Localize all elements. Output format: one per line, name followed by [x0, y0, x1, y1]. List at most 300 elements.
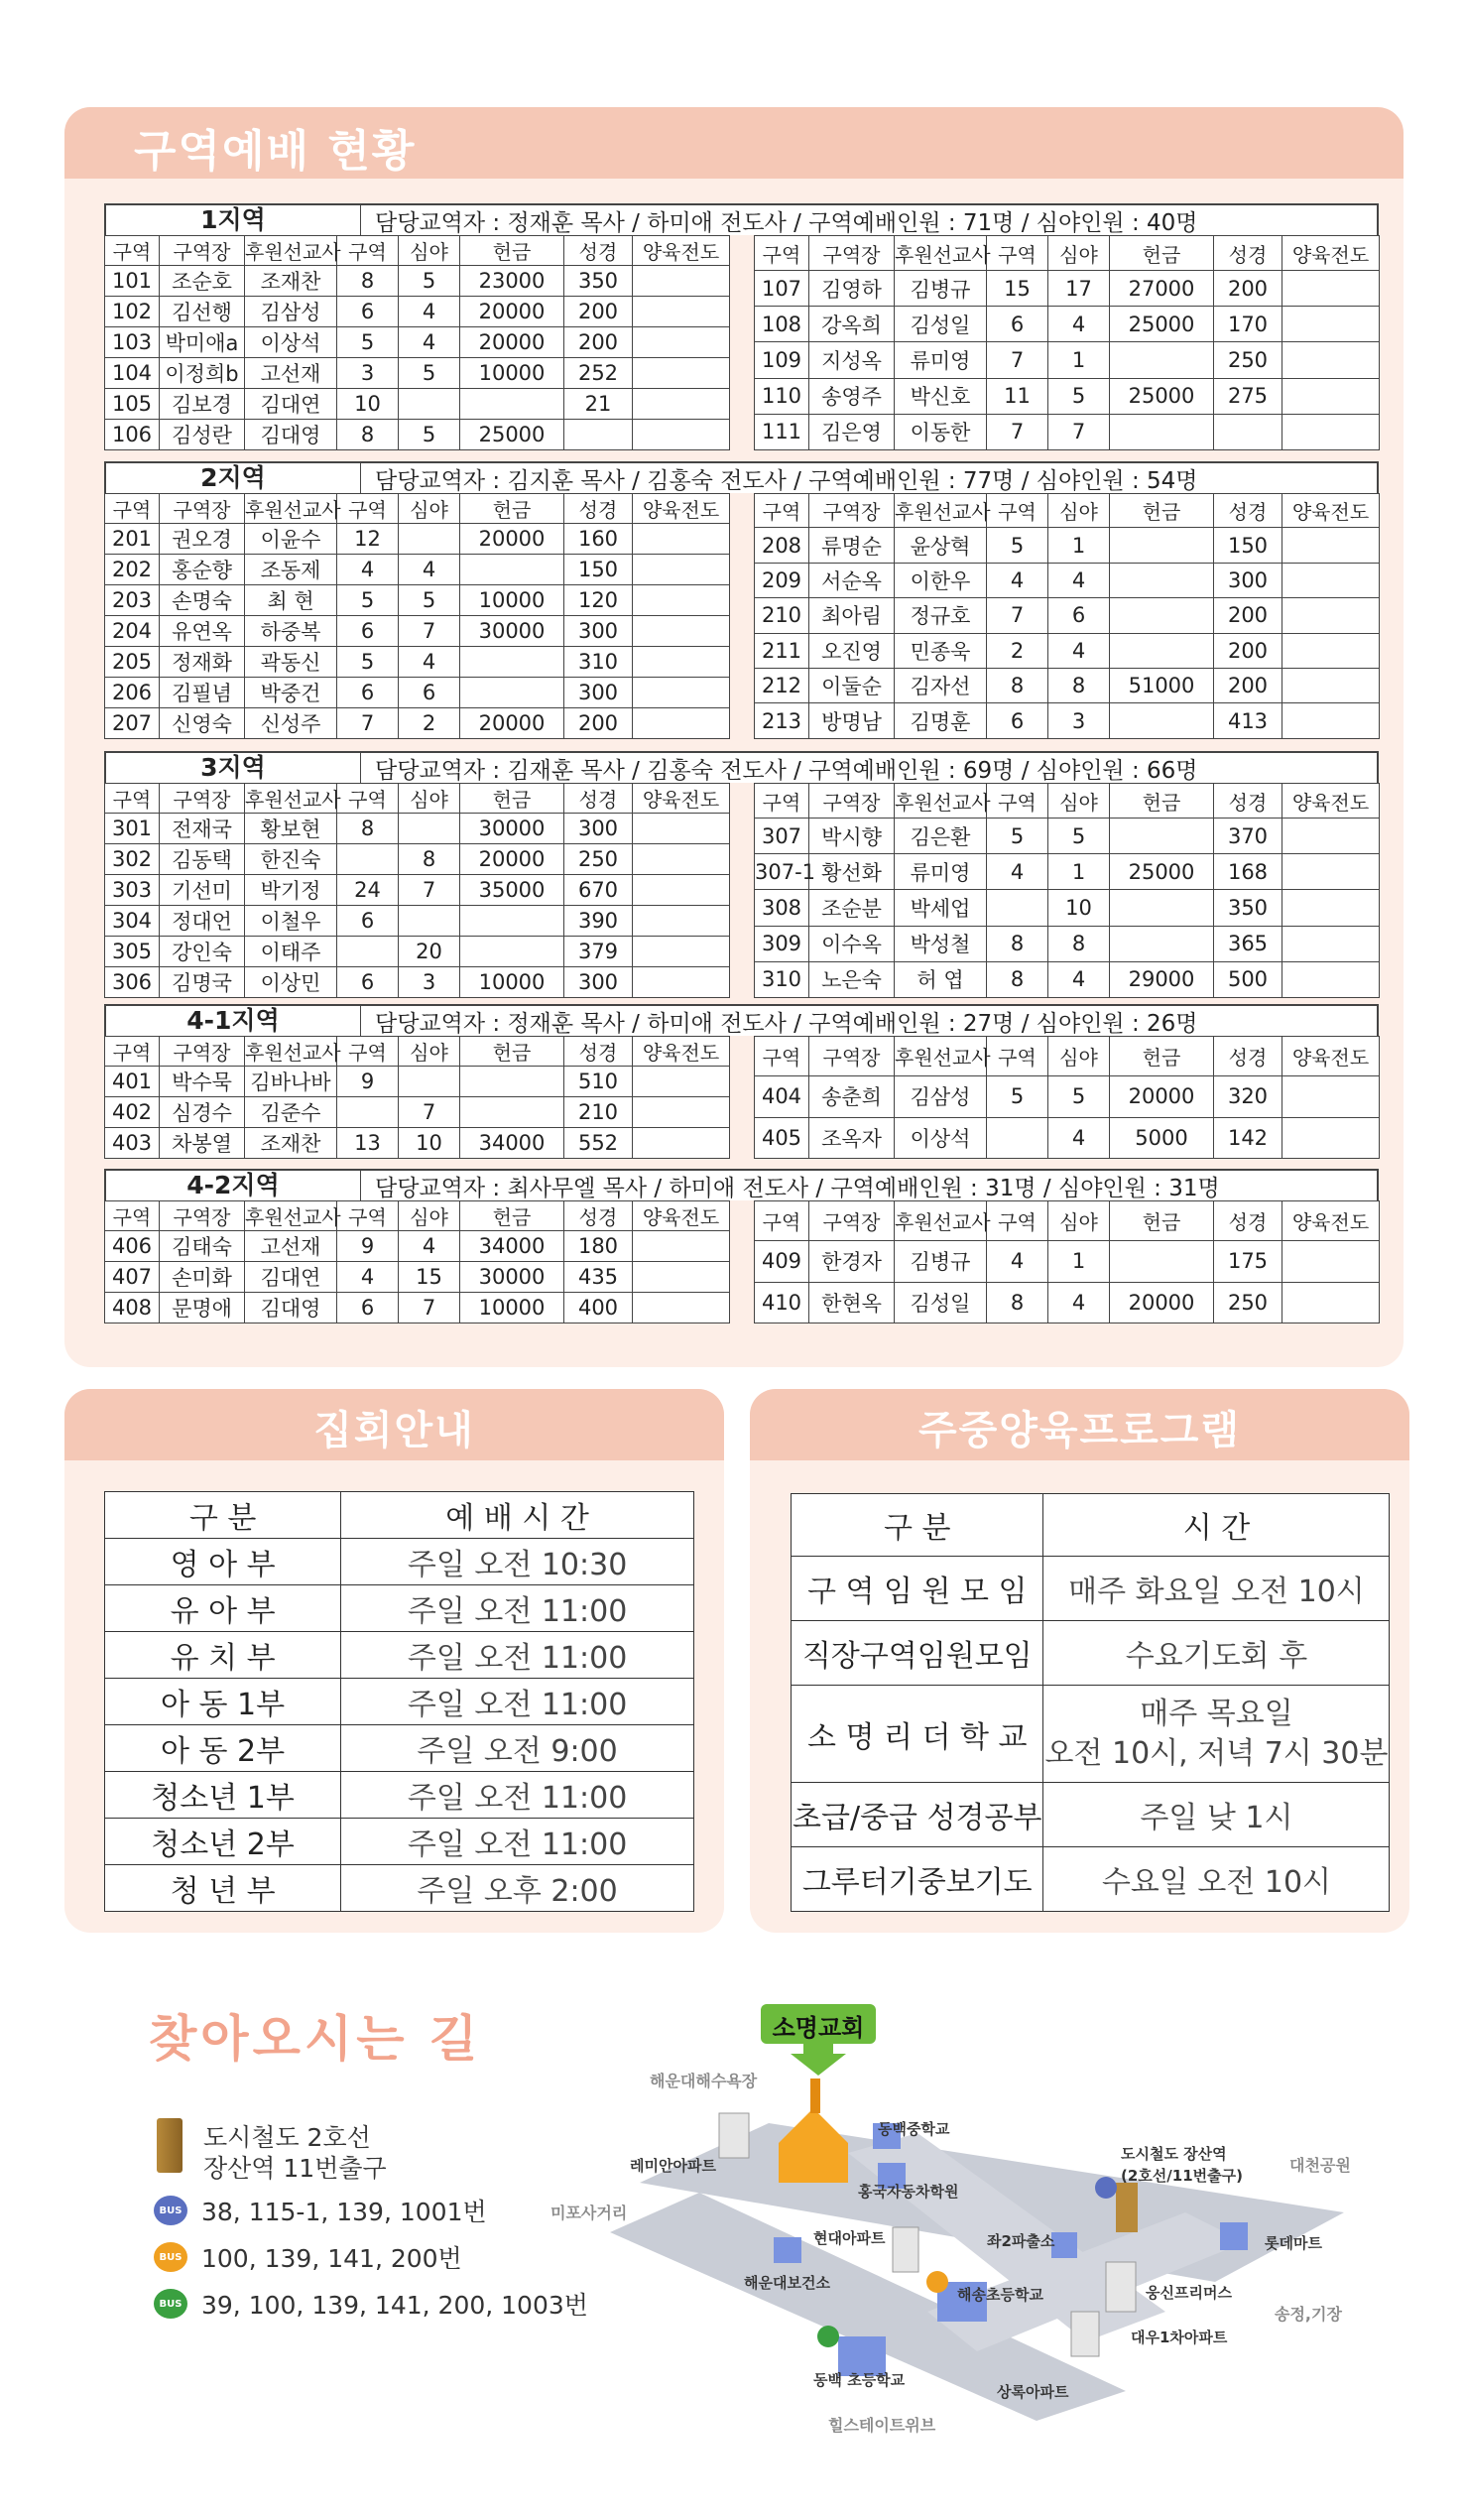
- table-cell: [1282, 1241, 1380, 1282]
- table-cell: 7: [337, 708, 399, 739]
- schedule-time: 주일 오전 11:00: [341, 1679, 694, 1725]
- table-cell: 6: [399, 678, 460, 708]
- table-cell: [633, 555, 730, 585]
- region-header: [104, 751, 1379, 783]
- schedule-row: [792, 1557, 1390, 1621]
- table-cell: 500: [1214, 961, 1282, 997]
- table-cell: 김준수: [245, 1097, 337, 1128]
- table-cell: 김병규: [895, 271, 987, 307]
- table-cell: 20000: [460, 708, 564, 739]
- region-header: [104, 1004, 1379, 1036]
- column-header: 구역: [105, 1037, 160, 1067]
- column-header: 심야: [1048, 494, 1110, 528]
- table-cell: [1282, 1076, 1380, 1117]
- table-cell: [1282, 633, 1380, 668]
- column-header: 구역장: [160, 494, 245, 524]
- table-cell: 435: [564, 1262, 633, 1293]
- region-table-right: [754, 1036, 1380, 1159]
- table-cell: 350: [564, 266, 633, 297]
- region-table-right: [754, 493, 1380, 739]
- table-cell: 김은영: [809, 414, 895, 449]
- table-cell: 5: [399, 358, 460, 389]
- table-cell: 8: [1048, 669, 1110, 703]
- table-cell: 8: [337, 814, 399, 844]
- table-cell: 30000: [460, 616, 564, 647]
- table-cell: 5: [337, 327, 399, 358]
- schedule-header-row: [105, 1492, 694, 1539]
- table-cell: 15: [987, 271, 1048, 307]
- table-cell: 24: [337, 875, 399, 906]
- table-cell: 250: [1214, 1282, 1282, 1323]
- table-row: [755, 633, 1380, 668]
- table-row: [105, 420, 730, 450]
- schedule-header: 구 분: [105, 1492, 341, 1539]
- table-row: [755, 669, 1380, 703]
- map-label: 레미안아파트: [630, 2157, 716, 2175]
- table-row: [105, 1067, 730, 1097]
- table-cell: 10: [1048, 890, 1110, 926]
- table-cell: [1282, 1282, 1380, 1323]
- column-header: 심야: [399, 236, 460, 266]
- table-cell: 조재찬: [245, 266, 337, 297]
- schedule-category: 유 치 부: [105, 1632, 341, 1679]
- table-cell: 402: [105, 1097, 160, 1128]
- map-label: 롯데마트: [1265, 2234, 1322, 2252]
- table-cell: [1110, 598, 1214, 633]
- table-row: [105, 875, 730, 906]
- table-cell: [460, 647, 564, 678]
- table-cell: 정규호: [895, 598, 987, 633]
- table-cell: 10: [337, 389, 399, 420]
- table-cell: [633, 1231, 730, 1262]
- table-cell: 275: [1214, 378, 1282, 414]
- table-cell: 8: [987, 926, 1048, 961]
- table-cell: [399, 814, 460, 844]
- table-cell: 30000: [460, 1262, 564, 1293]
- table-cell: 7: [1048, 414, 1110, 449]
- subway-line: 도시철도 2호선: [203, 2123, 371, 2152]
- table-cell: 9: [337, 1067, 399, 1097]
- bus-route-row: [154, 2193, 487, 2228]
- table-row: [755, 1282, 1380, 1323]
- schedule-time: 주일 오전 10:30: [341, 1539, 694, 1585]
- table-cell: [460, 389, 564, 420]
- schedule-header: 구 분: [792, 1494, 1043, 1557]
- table-cell: 8: [987, 961, 1048, 997]
- column-header: 후원선교사: [245, 1201, 337, 1231]
- table-cell: 200: [564, 297, 633, 327]
- table-cell: 강인숙: [160, 937, 245, 967]
- table-cell: 309: [755, 926, 809, 961]
- table-cell: 6: [337, 678, 399, 708]
- table-cell: 23000: [460, 266, 564, 297]
- table-header-row: [105, 494, 730, 524]
- table-cell: 3: [1048, 703, 1110, 739]
- table-cell: [633, 297, 730, 327]
- region-info: 담당교역자 : 김재훈 목사 / 김홍숙 전도사 / 구역예배인원 : 69명 / 심야인원 : 66명: [375, 757, 1198, 784]
- table-row: [105, 555, 730, 585]
- column-header: 구역장: [809, 784, 895, 819]
- table-cell: [1282, 961, 1380, 997]
- schedule-header: 시 간: [1043, 1494, 1390, 1557]
- table-cell: 김병규: [895, 1241, 987, 1282]
- table-cell: 김필념: [160, 678, 245, 708]
- table-cell: [1282, 890, 1380, 926]
- table-cell: 정재화: [160, 647, 245, 678]
- table-cell: 203: [105, 585, 160, 616]
- table-row: [105, 678, 730, 708]
- table-cell: 101: [105, 266, 160, 297]
- table-cell: 박수묵: [160, 1067, 245, 1097]
- column-header: 구역: [987, 1037, 1048, 1076]
- region-1: [104, 203, 1379, 450]
- table-cell: 전재국: [160, 814, 245, 844]
- table-cell: [1110, 414, 1214, 449]
- column-header: 심야: [399, 1037, 460, 1067]
- table-cell: 조재찬: [245, 1128, 337, 1159]
- column-header: 양육전도: [1282, 1037, 1380, 1076]
- map-label: 해운대해수욕장: [650, 2072, 758, 2090]
- column-header: 구역: [105, 494, 160, 524]
- table-cell: 30000: [460, 814, 564, 844]
- map-label: 송정,기장: [1275, 2305, 1342, 2324]
- table-cell: 370: [1214, 819, 1282, 854]
- table-cell: [1282, 854, 1380, 890]
- table-header-row: [755, 1201, 1380, 1241]
- table-cell: 홍순향: [160, 555, 245, 585]
- table-cell: [633, 708, 730, 739]
- table-row: [755, 890, 1380, 926]
- region-body: [104, 1200, 1379, 1323]
- table-cell: 105: [105, 389, 160, 420]
- subway-icon: [157, 2118, 183, 2173]
- table-cell: [633, 585, 730, 616]
- table-cell: 고선재: [245, 358, 337, 389]
- church-building: [779, 2108, 848, 2183]
- table-cell: 120: [564, 585, 633, 616]
- column-header: 후원선교사: [245, 1037, 337, 1067]
- column-header: 후원선교사: [895, 494, 987, 528]
- table-cell: 이상석: [245, 327, 337, 358]
- bus-routes: 39, 100, 139, 141, 200, 1003번: [201, 2291, 588, 2320]
- table-cell: [633, 616, 730, 647]
- table-cell: 노은숙: [809, 961, 895, 997]
- map-label: 해운대보건소: [744, 2274, 830, 2292]
- table-cell: 20000: [1110, 1076, 1214, 1117]
- column-header: 성경: [564, 494, 633, 524]
- table-cell: 408: [105, 1293, 160, 1323]
- table-cell: 306: [105, 967, 160, 998]
- subway-exit: 장산역 11번출구: [203, 2154, 387, 2183]
- table-cell: 4: [1048, 633, 1110, 668]
- table-cell: [1282, 1117, 1380, 1158]
- table-cell: [460, 937, 564, 967]
- table-cell: 박미애a: [160, 327, 245, 358]
- table-cell: 김보경: [160, 389, 245, 420]
- table-cell: [1110, 563, 1214, 597]
- schedule-category: 초급/중급 성경공부: [792, 1783, 1043, 1847]
- column-header: 성경: [564, 236, 633, 266]
- table-cell: 142: [1214, 1117, 1282, 1158]
- table-cell: [633, 420, 730, 450]
- table-row: [105, 906, 730, 937]
- table-cell: 150: [1214, 528, 1282, 563]
- region-name: 4-1지역: [106, 1006, 361, 1036]
- table-header-row: [755, 236, 1380, 271]
- table-cell: 김성일: [895, 1282, 987, 1323]
- table-cell: 300: [564, 967, 633, 998]
- schedule-category: 직장구역임원모임: [792, 1621, 1043, 1686]
- table-cell: 박시향: [809, 819, 895, 854]
- table-cell: [1110, 528, 1214, 563]
- table-cell: [337, 1097, 399, 1128]
- schedule-category: 구 역 임 원 모 임: [792, 1557, 1043, 1621]
- table-cell: [1214, 414, 1282, 449]
- map-label: 도시철도 장산역: [1121, 2145, 1227, 2163]
- table-cell: 12: [337, 524, 399, 555]
- table-cell: 170: [1214, 307, 1282, 342]
- table-cell: 6: [337, 906, 399, 937]
- building-8: [1220, 2222, 1248, 2250]
- table-cell: 4: [1048, 307, 1110, 342]
- column-header: 양육전도: [633, 784, 730, 814]
- column-header: 구역: [337, 784, 399, 814]
- table-row: [105, 616, 730, 647]
- table-cell: 5: [987, 1076, 1048, 1117]
- table-cell: 250: [564, 844, 633, 875]
- table-cell: 8: [399, 844, 460, 875]
- table-cell: [1110, 633, 1214, 668]
- table-cell: 204: [105, 616, 160, 647]
- table-cell: 404: [755, 1076, 809, 1117]
- region-table-left: [104, 235, 730, 450]
- table-cell: [1282, 598, 1380, 633]
- table-cell: [399, 906, 460, 937]
- building-11: [1071, 2312, 1099, 2356]
- table-cell: [399, 1067, 460, 1097]
- map-label: 동백중학교: [878, 2120, 950, 2138]
- table-cell: 103: [105, 327, 160, 358]
- table-cell: [1282, 528, 1380, 563]
- schedule-row: [792, 1621, 1390, 1686]
- table-row: [105, 937, 730, 967]
- table-cell: 김대영: [245, 1293, 337, 1323]
- table-cell: [1282, 669, 1380, 703]
- column-header: 후원선교사: [895, 236, 987, 271]
- region-table-right: [754, 235, 1380, 450]
- column-header: 후원선교사: [895, 1201, 987, 1241]
- table-cell: 이윤수: [245, 524, 337, 555]
- table-row: [755, 414, 1380, 449]
- table-row: [755, 926, 1380, 961]
- schedule-category: 그루터기중보기도: [792, 1847, 1043, 1912]
- table-cell: 손명숙: [160, 585, 245, 616]
- column-header: 성경: [1214, 1037, 1282, 1076]
- table-cell: 1: [1048, 1241, 1110, 1282]
- bus-route-row: [154, 2239, 462, 2275]
- table-cell: 김선행: [160, 297, 245, 327]
- region-body: [104, 1036, 1379, 1159]
- schedule-row: [105, 1585, 694, 1632]
- schedule-row: [105, 1679, 694, 1725]
- table-row: [755, 598, 1380, 633]
- table-cell: 심경수: [160, 1097, 245, 1128]
- table-cell: 310: [564, 647, 633, 678]
- column-header: 헌금: [460, 494, 564, 524]
- table-row: [105, 297, 730, 327]
- table-cell: [460, 555, 564, 585]
- region-table-left: [104, 1200, 730, 1323]
- table-cell: 5: [987, 528, 1048, 563]
- column-header: 심야: [1048, 236, 1110, 271]
- table-cell: 6: [337, 297, 399, 327]
- table-cell: 10000: [460, 1293, 564, 1323]
- table-cell: 조동제: [245, 555, 337, 585]
- building-7: [1116, 2183, 1138, 2232]
- table-header-row: [105, 1201, 730, 1231]
- table-cell: 8: [1048, 926, 1110, 961]
- table-cell: [460, 906, 564, 937]
- table-row: [105, 266, 730, 297]
- table-cell: 한진숙: [245, 844, 337, 875]
- meeting-title: 집회안내: [313, 1408, 475, 1453]
- region-info: 담당교역자 : 정재훈 목사 / 하미애 전도사 / 구역예배인원 : 71명 / 심야인원 : 40명: [375, 209, 1198, 236]
- table-cell: 406: [105, 1231, 160, 1262]
- building-4: [774, 2237, 801, 2263]
- table-cell: 8: [987, 1282, 1048, 1323]
- table-cell: [633, 875, 730, 906]
- bus-icon: BUS: [154, 2196, 187, 2225]
- table-cell: 6: [337, 616, 399, 647]
- table-cell: 350: [1214, 890, 1282, 926]
- table-cell: 1: [1048, 528, 1110, 563]
- table-row: [755, 1241, 1380, 1282]
- column-header: 성경: [1214, 236, 1282, 271]
- table-cell: 강옥희: [809, 307, 895, 342]
- table-cell: 4: [337, 1262, 399, 1293]
- table-cell: 4: [1048, 1282, 1110, 1323]
- table-cell: 김삼성: [895, 1076, 987, 1117]
- schedule-category: 아 동 1부: [105, 1679, 341, 1725]
- bus-icon: BUS: [154, 2289, 187, 2319]
- column-header: 심야: [1048, 1037, 1110, 1076]
- table-cell: 670: [564, 875, 633, 906]
- table-cell: 고선재: [245, 1231, 337, 1262]
- region-table-left: [104, 783, 730, 998]
- table-row: [755, 854, 1380, 890]
- table-cell: 25000: [1110, 854, 1214, 890]
- table-cell: 김동택: [160, 844, 245, 875]
- table-cell: 4: [399, 555, 460, 585]
- table-cell: 35000: [460, 875, 564, 906]
- table-cell: 오진영: [809, 633, 895, 668]
- table-cell: [633, 814, 730, 844]
- table-cell: [1110, 926, 1214, 961]
- table-cell: 5: [1048, 378, 1110, 414]
- schedule-time: 주일 오전 11:00: [341, 1819, 694, 1865]
- table-cell: 4: [399, 327, 460, 358]
- table-cell: [1282, 307, 1380, 342]
- table-cell: 김삼성: [245, 297, 337, 327]
- table-cell: [633, 524, 730, 555]
- table-cell: 365: [1214, 926, 1282, 961]
- table-cell: 4: [399, 297, 460, 327]
- schedule-row: [105, 1725, 694, 1772]
- building-5: [893, 2227, 918, 2272]
- table-row: [105, 327, 730, 358]
- map-label: 좌2파출소: [987, 2232, 1055, 2250]
- table-cell: 4: [987, 563, 1048, 597]
- column-header: 구역: [987, 784, 1048, 819]
- table-cell: 최 현: [245, 585, 337, 616]
- table-cell: 252: [564, 358, 633, 389]
- region-table-left: [104, 1036, 730, 1159]
- region-5: [104, 1169, 1379, 1323]
- table-cell: 김은환: [895, 819, 987, 854]
- column-header: 성경: [564, 1201, 633, 1231]
- map-graphic: [550, 1984, 1364, 2431]
- table-cell: 서순옥: [809, 563, 895, 597]
- table-row: [755, 378, 1380, 414]
- table-cell: [1110, 703, 1214, 739]
- schedule-category: 청 년 부: [105, 1865, 341, 1912]
- table-cell: 206: [105, 678, 160, 708]
- column-header: 성경: [564, 1037, 633, 1067]
- table-row: [755, 961, 1380, 997]
- table-cell: 180: [564, 1231, 633, 1262]
- table-row: [755, 563, 1380, 597]
- table-cell: 이한우: [895, 563, 987, 597]
- table-cell: 박중건: [245, 678, 337, 708]
- schedule-category: 영 아 부: [105, 1539, 341, 1585]
- region-header: [104, 461, 1379, 493]
- region-info: 담당교역자 : 정재훈 목사 / 하미애 전도사 / 구역예배인원 : 27명 / 심야인원 : 26명: [375, 1010, 1198, 1037]
- schedule-time: 주일 낮 1시: [1043, 1783, 1390, 1847]
- table-cell: [633, 937, 730, 967]
- schedule-row: [105, 1819, 694, 1865]
- map-label: 해송초등학교: [957, 2286, 1043, 2304]
- table-cell: 류미영: [895, 854, 987, 890]
- table-cell: 407: [105, 1262, 160, 1293]
- table-cell: 300: [1214, 563, 1282, 597]
- table-cell: 김영하: [809, 271, 895, 307]
- table-cell: 이상민: [245, 967, 337, 998]
- table-cell: 8: [337, 420, 399, 450]
- table-cell: 박신호: [895, 378, 987, 414]
- table-cell: 303: [105, 875, 160, 906]
- column-header: 구역: [105, 784, 160, 814]
- table-cell: 이동한: [895, 414, 987, 449]
- table-cell: [633, 1293, 730, 1323]
- table-cell: 308: [755, 890, 809, 926]
- table-cell: 지성옥: [809, 342, 895, 378]
- column-header: 구역: [755, 494, 809, 528]
- column-header: 헌금: [460, 1201, 564, 1231]
- table-cell: 7: [987, 598, 1048, 633]
- table-cell: 김성일: [895, 307, 987, 342]
- table-cell: [633, 1067, 730, 1097]
- table-cell: [987, 890, 1048, 926]
- table-cell: 김바나바: [245, 1067, 337, 1097]
- table-cell: [633, 906, 730, 937]
- column-header: 구역장: [809, 1201, 895, 1241]
- table-cell: 5: [1048, 1076, 1110, 1117]
- column-header: 성경: [1214, 494, 1282, 528]
- column-header: 양육전도: [1282, 784, 1380, 819]
- table-cell: 4: [399, 1231, 460, 1262]
- table-cell: [399, 524, 460, 555]
- region-table-right: [754, 1200, 1380, 1323]
